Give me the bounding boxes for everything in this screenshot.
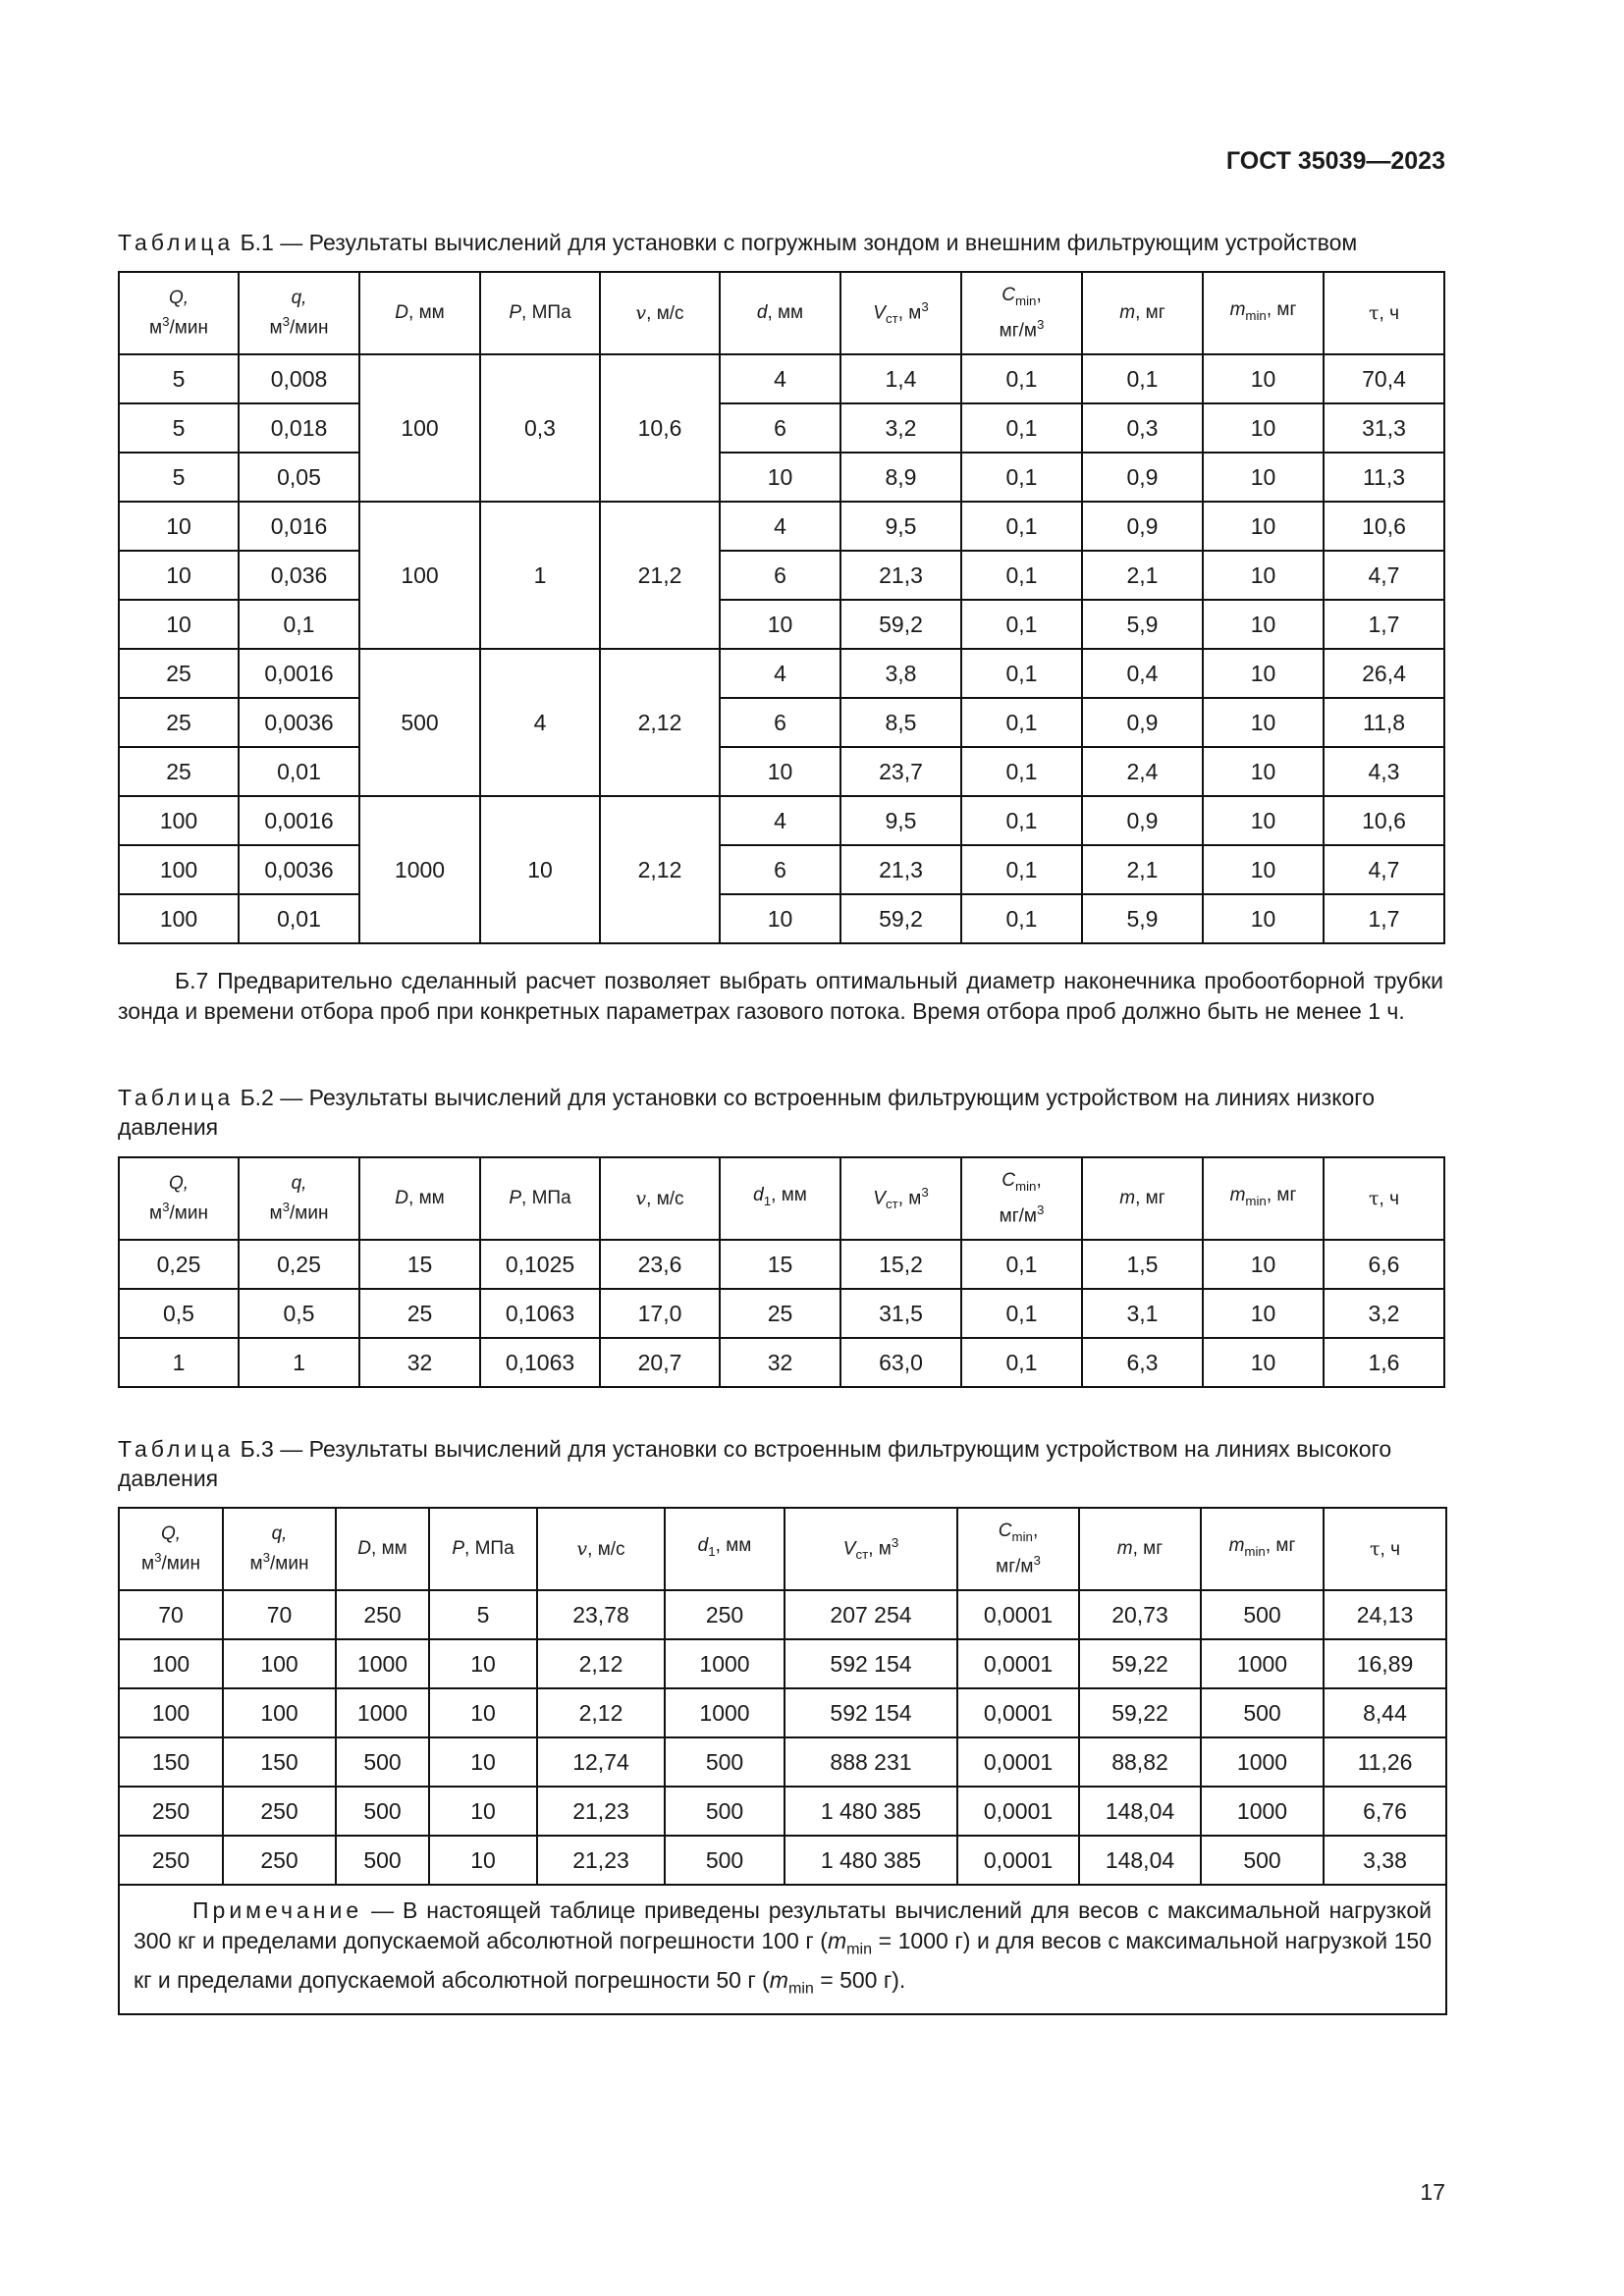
table-row xyxy=(119,747,1444,796)
table-row xyxy=(119,1787,1446,1836)
header-q: q, $м^3$/мин xyxy=(239,272,359,354)
table-cell: 0,9 xyxy=(1082,698,1203,747)
table-cell: 1,7 xyxy=(1324,894,1444,943)
table-row xyxy=(119,403,1444,453)
header-P: P, МПа xyxy=(480,1157,600,1240)
table-cell: 10 xyxy=(1203,796,1324,845)
header-P: P, МПа xyxy=(480,272,600,354)
table-cell: 0,1025 xyxy=(480,1240,600,1289)
table-cell: 3,2 xyxy=(1324,1289,1444,1338)
table-cell: 3,2 xyxy=(840,403,961,453)
table-cell: 250 xyxy=(223,1787,336,1836)
table-cell: 4,7 xyxy=(1324,845,1444,894)
table-cell: 0,1 xyxy=(961,502,1082,551)
table-cell: 0,01 xyxy=(239,747,359,796)
header-Q: Q, $м^3$/мин xyxy=(119,1157,239,1240)
table-cell: 6,6 xyxy=(1324,1240,1444,1289)
table-cell: 5 xyxy=(429,1590,537,1639)
table-cell: 4 xyxy=(720,796,840,845)
table-cell: 59,2 xyxy=(840,894,961,943)
table-cell: 100 xyxy=(119,1688,223,1737)
table-cell: 250 xyxy=(223,1836,336,1885)
table-cell: 0,018 xyxy=(239,403,359,453)
table-cell: 0,1 xyxy=(961,796,1082,845)
table-cell: 21,3 xyxy=(840,551,961,600)
table-cell: 25 xyxy=(119,649,239,698)
table-row xyxy=(119,649,1444,698)
table-cell: 26,4 xyxy=(1324,649,1444,698)
header-tau: τ, ч xyxy=(1324,1157,1444,1240)
table-cell: 11,8 xyxy=(1324,698,1444,747)
table-cell: 0,3 xyxy=(1082,403,1203,453)
table-cell: 10 xyxy=(429,1836,537,1885)
table-cell: 4 xyxy=(720,649,840,698)
header-C: $C_{min}$, $мг/м^3$ xyxy=(957,1508,1079,1590)
header-v: v, м/с xyxy=(600,1157,720,1240)
table-cell: 250 xyxy=(119,1836,223,1885)
table-cell: 100 xyxy=(119,894,239,943)
table-cell: 1,4 xyxy=(840,354,961,403)
table-cell: 207 254 xyxy=(785,1590,957,1639)
table-cell: 888 231 xyxy=(785,1737,957,1787)
table-row xyxy=(119,1639,1446,1688)
table-row xyxy=(119,894,1444,943)
table-cell: 10 xyxy=(1203,354,1324,403)
table-cell: 0,0016 xyxy=(239,796,359,845)
header-m: m, мг xyxy=(1082,272,1203,354)
table1-header-row xyxy=(119,272,1444,354)
table-row xyxy=(119,1737,1446,1787)
table-cell: 150 xyxy=(223,1737,336,1787)
table-cell: 0,1063 xyxy=(480,1338,600,1387)
table-cell: 8,44 xyxy=(1324,1688,1446,1737)
table-cell: 0,1 xyxy=(961,403,1082,453)
table-cell: 9,5 xyxy=(840,796,961,845)
table-cell: 1,5 xyxy=(1082,1240,1203,1289)
table-cell: 148,04 xyxy=(1079,1787,1201,1836)
table-cell: 0,0036 xyxy=(239,845,359,894)
table-cell: 1 480 385 xyxy=(785,1836,957,1885)
table-cell: 0,9 xyxy=(1082,453,1203,502)
table3-header-row xyxy=(119,1508,1446,1590)
table-cell: 6,76 xyxy=(1324,1787,1446,1836)
table3-body xyxy=(119,1590,1446,1885)
table-cell: 23,78 xyxy=(537,1590,665,1639)
header-m: m, мг xyxy=(1082,1157,1203,1240)
table-cell: 20,7 xyxy=(600,1338,720,1387)
table-cell: 500 xyxy=(665,1737,785,1787)
header-d1: $d_1$, мм xyxy=(720,1157,840,1240)
table-row xyxy=(119,1289,1444,1338)
header-P: P, МПа xyxy=(429,1508,537,1590)
table2 xyxy=(118,1156,1445,1388)
table-row xyxy=(119,354,1444,403)
table-cell: 100 xyxy=(359,502,480,649)
table-cell: 10 xyxy=(720,747,840,796)
table-cell: 100 xyxy=(119,1639,223,1688)
table-cell: 592 154 xyxy=(785,1688,957,1737)
table-cell: 0,1 xyxy=(961,845,1082,894)
table-cell: 2,1 xyxy=(1082,845,1203,894)
table-cell: 250 xyxy=(119,1787,223,1836)
table-cell: 5,9 xyxy=(1082,600,1203,649)
table-cell: 25 xyxy=(119,698,239,747)
table-cell: 0,1 xyxy=(239,600,359,649)
table-cell: 10 xyxy=(1203,845,1324,894)
table-cell: 0,1 xyxy=(961,1289,1082,1338)
table-cell: 0,0001 xyxy=(957,1787,1079,1836)
table-cell: 59,22 xyxy=(1079,1688,1201,1737)
table-cell: 10 xyxy=(1203,747,1324,796)
table-cell: 16,89 xyxy=(1324,1639,1446,1688)
table-cell: 250 xyxy=(336,1590,429,1639)
table-row xyxy=(119,502,1444,551)
table-cell: 21,3 xyxy=(840,845,961,894)
table1-body xyxy=(119,354,1444,943)
table-cell: 0,4 xyxy=(1082,649,1203,698)
table-cell: 6 xyxy=(720,845,840,894)
table-cell: 0,0001 xyxy=(957,1590,1079,1639)
table-cell: 1000 xyxy=(359,796,480,943)
header-Q: Q, $м^3$/мин xyxy=(119,272,239,354)
header-D: D, мм xyxy=(336,1508,429,1590)
table-cell: 15 xyxy=(359,1240,480,1289)
table-cell: 8,5 xyxy=(840,698,961,747)
table-row xyxy=(119,845,1444,894)
table-cell: 2,4 xyxy=(1082,747,1203,796)
table-cell: 0,1 xyxy=(961,354,1082,403)
table-cell: 59,22 xyxy=(1079,1639,1201,1688)
table-cell: 0,0001 xyxy=(957,1688,1079,1737)
header-q: q, $м^3$/мин xyxy=(223,1508,336,1590)
table-cell: 32 xyxy=(720,1338,840,1387)
table-cell: 6 xyxy=(720,698,840,747)
header-V: $V_{ст}$, $м^3$ xyxy=(840,272,961,354)
table-cell: 70 xyxy=(223,1590,336,1639)
table-cell: 5 xyxy=(119,403,239,453)
table-cell: 1000 xyxy=(1201,1787,1324,1836)
table-cell: 17,0 xyxy=(600,1289,720,1338)
table-cell: 10 xyxy=(429,1787,537,1836)
table-cell: 1 xyxy=(239,1338,359,1387)
document-id: ГОСТ 35039—2023 xyxy=(1225,147,1445,175)
table-cell: 0,1 xyxy=(961,894,1082,943)
table-cell: 0,1 xyxy=(1082,354,1203,403)
table-cell: 10 xyxy=(720,600,840,649)
table-cell: 0,1 xyxy=(961,551,1082,600)
table-cell: 100 xyxy=(119,845,239,894)
table-cell: 100 xyxy=(119,796,239,845)
table-cell: 10 xyxy=(119,600,239,649)
table-cell: 0,5 xyxy=(119,1289,239,1338)
table-cell: 3,1 xyxy=(1082,1289,1203,1338)
table-cell: 0,5 xyxy=(239,1289,359,1338)
header-d: d, мм xyxy=(720,272,840,354)
table3-note: Примечание — В настоящей таблице приведены результаты вычислений для весов с максимальной нагрузкой 300 кг и пределами допускаемой абсолютной погрешности 100 г ($m_{min} = 1000$ г) и для весов с максимальной нагрузкой 150 кг и пределами допускаемой абсолютной погрешности 50 г ($m_{min} = 500$ г). xyxy=(119,1885,1446,2014)
header-mmin: $m_{min}$, мг xyxy=(1201,1508,1324,1590)
table-cell: 4,3 xyxy=(1324,747,1444,796)
table-cell: 1 xyxy=(480,502,600,649)
table-cell: 10 xyxy=(1203,649,1324,698)
table-cell: 4 xyxy=(480,649,600,796)
table-cell: 21,2 xyxy=(600,502,720,649)
table-row xyxy=(119,698,1444,747)
table-cell: 59,2 xyxy=(840,600,961,649)
table-cell: 10 xyxy=(1203,894,1324,943)
table-cell: 70 xyxy=(119,1590,223,1639)
table-row xyxy=(119,453,1444,502)
header-Q: Q, $м^3$/мин xyxy=(119,1508,223,1590)
table-row xyxy=(119,1590,1446,1639)
table-cell: 10 xyxy=(1203,698,1324,747)
table-cell: 10 xyxy=(119,551,239,600)
table2-caption: Таблица Б.2 — Результаты вычислений для установки со встроенным фильтрующим устройством на линиях низкого давления xyxy=(118,1085,1375,1140)
table-cell: 10 xyxy=(429,1737,537,1787)
table3-caption: Таблица Б.3 — Результаты вычислений для установки со встроенным фильтрующим устройством на линиях высокого давления xyxy=(118,1436,1392,1491)
table-cell: 0,25 xyxy=(239,1240,359,1289)
table-cell: 0,0036 xyxy=(239,698,359,747)
table-cell: 4 xyxy=(720,502,840,551)
table-cell: 592 154 xyxy=(785,1639,957,1688)
table-cell: 10 xyxy=(720,453,840,502)
table-cell: 500 xyxy=(336,1836,429,1885)
table-cell: 10 xyxy=(429,1688,537,1737)
table-cell: 20,73 xyxy=(1079,1590,1201,1639)
header-mmin: $m_{min}$, мг xyxy=(1203,1157,1324,1240)
table-cell: 0,1 xyxy=(961,600,1082,649)
table-cell: 12,74 xyxy=(537,1737,665,1787)
table-cell: 10 xyxy=(119,502,239,551)
table-cell: 0,1 xyxy=(961,747,1082,796)
table-cell: 2,12 xyxy=(600,796,720,943)
table-cell: 10 xyxy=(720,894,840,943)
table-cell: 10,6 xyxy=(1324,796,1444,845)
table-cell: 0,01 xyxy=(239,894,359,943)
table-cell: 0,016 xyxy=(239,502,359,551)
header-C: $C_{min}$, $мг/м^3$ xyxy=(961,272,1082,354)
table-cell: 1,7 xyxy=(1324,600,1444,649)
table-cell: 10 xyxy=(1203,453,1324,502)
table-cell: 15 xyxy=(720,1240,840,1289)
table-cell: 100 xyxy=(359,354,480,502)
header-v: v, м/с xyxy=(600,272,720,354)
table-cell: 500 xyxy=(336,1737,429,1787)
table-cell: 10 xyxy=(480,796,600,943)
table-cell: 150 xyxy=(119,1737,223,1787)
table-cell: 63,0 xyxy=(840,1338,961,1387)
table-cell: 1 480 385 xyxy=(785,1787,957,1836)
header-V: $V_{ст}$, $м^3$ xyxy=(785,1508,957,1590)
table-cell: 5 xyxy=(119,354,239,403)
header-q: q, $м^3$/мин xyxy=(239,1157,359,1240)
table-cell: 100 xyxy=(223,1688,336,1737)
table-cell: 1,6 xyxy=(1324,1338,1444,1387)
table-cell: 5,9 xyxy=(1082,894,1203,943)
table-cell: 3,8 xyxy=(840,649,961,698)
table-cell: 10,6 xyxy=(600,354,720,502)
table-cell: 500 xyxy=(665,1787,785,1836)
table-row xyxy=(119,1836,1446,1885)
table-cell: 25 xyxy=(720,1289,840,1338)
table-cell: 0,1 xyxy=(961,649,1082,698)
table-cell: 9,5 xyxy=(840,502,961,551)
table-cell: 0,1 xyxy=(961,698,1082,747)
header-v: v, м/с xyxy=(537,1508,665,1590)
header-tau: τ, ч xyxy=(1324,272,1444,354)
table-cell: 15,2 xyxy=(840,1240,961,1289)
table-cell: 148,04 xyxy=(1079,1836,1201,1885)
table-row xyxy=(119,796,1444,845)
table-cell: 23,7 xyxy=(840,747,961,796)
table-cell: 250 xyxy=(665,1590,785,1639)
table-cell: 10,6 xyxy=(1324,502,1444,551)
table-cell: 10 xyxy=(1203,403,1324,453)
table-cell: 70,4 xyxy=(1324,354,1444,403)
table-cell: 2,12 xyxy=(600,649,720,796)
table-cell: 31,3 xyxy=(1324,403,1444,453)
table1-caption: Таблица Б.1 — Результаты вычислений для установки с погружным зондом и внешним фильтрующим устройством xyxy=(118,230,1358,255)
header-D: D, мм xyxy=(359,1157,480,1240)
table-cell: 6 xyxy=(720,403,840,453)
header-tau: τ, ч xyxy=(1324,1508,1446,1590)
table-cell: 10 xyxy=(1203,502,1324,551)
table-cell: 0,0001 xyxy=(957,1737,1079,1787)
table-cell: 25 xyxy=(119,747,239,796)
table-cell: 31,5 xyxy=(840,1289,961,1338)
table-cell: 0,0016 xyxy=(239,649,359,698)
table-cell: 0,008 xyxy=(239,354,359,403)
table-cell: 0,1063 xyxy=(480,1289,600,1338)
table-cell: 0,3 xyxy=(480,354,600,502)
table-cell: 0,0001 xyxy=(957,1836,1079,1885)
table-row xyxy=(119,600,1444,649)
header-V: $V_{ст}$, $м^3$ xyxy=(840,1157,961,1240)
table-cell: 11,26 xyxy=(1324,1737,1446,1787)
table-cell: 10 xyxy=(1203,600,1324,649)
header-mmin: $m_{min}$, мг xyxy=(1203,272,1324,354)
page-number: 17 xyxy=(1420,2179,1445,2205)
table-cell: 0,05 xyxy=(239,453,359,502)
table3 xyxy=(118,1507,1447,2015)
table3-note-row xyxy=(119,1885,1446,2014)
table-cell: 1000 xyxy=(1201,1639,1324,1688)
table-cell: 10 xyxy=(1203,551,1324,600)
table-cell: 1000 xyxy=(336,1688,429,1737)
table-cell: 500 xyxy=(1201,1836,1324,1885)
table-cell: 4,7 xyxy=(1324,551,1444,600)
table-cell: 0,036 xyxy=(239,551,359,600)
table-row xyxy=(119,1688,1446,1737)
table-cell: 32 xyxy=(359,1338,480,1387)
table-cell: 6,3 xyxy=(1082,1338,1203,1387)
table-cell: 0,9 xyxy=(1082,796,1203,845)
table-cell: 21,23 xyxy=(537,1787,665,1836)
table-cell: 100 xyxy=(223,1639,336,1688)
table-cell: 10 xyxy=(429,1639,537,1688)
table-cell: 0,1 xyxy=(961,1240,1082,1289)
table-row xyxy=(119,1240,1444,1289)
table2-body xyxy=(119,1240,1444,1387)
table-cell: 23,6 xyxy=(600,1240,720,1289)
header-d1: $d_1$, мм xyxy=(665,1508,785,1590)
header-C: $C_{min}$, $мг/м^3$ xyxy=(961,1157,1082,1240)
table-cell: 11,3 xyxy=(1324,453,1444,502)
table-cell: 4 xyxy=(720,354,840,403)
table-cell: 0,1 xyxy=(961,1338,1082,1387)
table-cell: 0,1 xyxy=(961,453,1082,502)
table-cell: 21,23 xyxy=(537,1836,665,1885)
table-cell: 88,82 xyxy=(1079,1737,1201,1787)
table-cell: 1000 xyxy=(665,1688,785,1737)
table-cell: 25 xyxy=(359,1289,480,1338)
table-cell: 1000 xyxy=(336,1639,429,1688)
table1 xyxy=(118,271,1445,944)
table-cell: 8,9 xyxy=(840,453,961,502)
table-cell: 3,38 xyxy=(1324,1836,1446,1885)
table-cell: 500 xyxy=(359,649,480,796)
table-cell: 10 xyxy=(1203,1289,1324,1338)
table2-header-row xyxy=(119,1157,1444,1240)
header-m: m, мг xyxy=(1079,1508,1201,1590)
table-cell: 10 xyxy=(1203,1338,1324,1387)
table-cell: 0,25 xyxy=(119,1240,239,1289)
table-cell: 2,12 xyxy=(537,1639,665,1688)
table-cell: 24,13 xyxy=(1324,1590,1446,1639)
table-cell: 6 xyxy=(720,551,840,600)
header-D: D, мм xyxy=(359,272,480,354)
table-cell: 500 xyxy=(336,1787,429,1836)
table-cell: 1000 xyxy=(1201,1737,1324,1787)
table-row xyxy=(119,551,1444,600)
table-cell: 500 xyxy=(1201,1688,1324,1737)
table-cell: 1 xyxy=(119,1338,239,1387)
table-row xyxy=(119,1338,1444,1387)
table-cell: 1000 xyxy=(665,1639,785,1688)
table-cell: 2,12 xyxy=(537,1688,665,1737)
table-cell: 500 xyxy=(665,1836,785,1885)
table-cell: 500 xyxy=(1201,1590,1324,1639)
table-cell: 5 xyxy=(119,453,239,502)
table-cell: 0,9 xyxy=(1082,502,1203,551)
paragraph-b7: Б.7 Предварительно сделанный расчет позволяет выбрать оптимальный диаметр наконечника пробоотборной трубки зонда и времени отбора проб при конкретных параметрах газового потока. Время отбора проб должно быть не менее 1 ч. xyxy=(118,968,1443,1024)
table-cell: 2,1 xyxy=(1082,551,1203,600)
table-cell: 0,0001 xyxy=(957,1639,1079,1688)
table-cell: 10 xyxy=(1203,1240,1324,1289)
